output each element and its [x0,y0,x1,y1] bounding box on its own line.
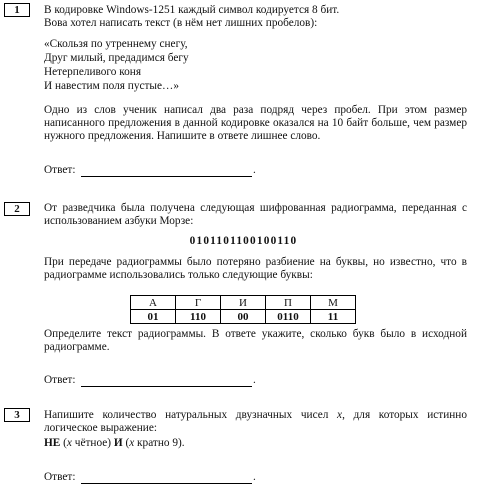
table-code-cell: 01 [131,310,176,324]
table-code-cell: 00 [221,310,266,324]
task3-text-a: Напишите количество натуральных двузначных чисел [44,409,338,421]
poem-line-1: «Скользя по утреннему снегу, [44,38,188,50]
task2-answer-dot: . [253,374,256,386]
table-code-cell: 110 [176,310,221,324]
table-code-cell: 11 [311,310,356,324]
logic-expression [44,437,185,450]
task3-answer-label: Ответ: [44,471,76,483]
task2-condition: При передаче радиограммы было потеряно разбиение на буквы, но известно, что в радиограмме использовались только следующие буквы: [44,256,467,281]
logic-not: НЕ [44,437,61,449]
task2-answer-field[interactable] [81,386,252,387]
table-letter-cell: М [311,296,356,310]
task3-question [44,409,467,435]
task2-intro: От разведчика была получена следующая шифрованная радиограмма, переданная с использованием азбуки Морзе: [44,202,467,227]
task1-answer-label: Ответ: [44,164,76,176]
morse-letters-table [130,295,356,324]
expr-paren: ( [122,437,130,449]
task3-answer-dot: . [253,471,256,483]
task-number-2: 2 [4,202,30,216]
task1-answer-field[interactable] [81,176,252,177]
task1-line2: Вова хотел написать текст (в нём нет лишних пробелов): [44,17,318,29]
poem-line-3: Нетерпеливого коня [44,66,142,78]
task3-text-b: , для которых истинно логическое выражение: [44,409,467,434]
variable-x: x [337,409,343,421]
expr-multiple: кратно 9). [134,437,185,449]
task1-line1: В кодировке Windows-1251 каждый символ кодируется 8 бит. [44,4,340,16]
task3-answer-field[interactable] [81,483,252,484]
task2-answer-label: Ответ: [44,374,76,386]
logic-and: И [113,437,123,449]
table-letter-cell: П [266,296,311,310]
expr-paren: ( [60,437,67,449]
task-number-1: 1 [4,3,30,17]
table-letter-cell: Г [176,296,221,310]
table-code-cell: 0110 [266,310,311,324]
task1-question: Одно из слов ученик написал два раза подряд через пробел. При этом размер написанного предложения в данной кодировке оказался на 10 байт больше, чем размер нужного предложения. Напишите в ответе лишнее слово. [44,104,467,142]
task2-question: Определите текст радиограммы. В ответе укажите, сколько букв было в исходной радиограмме. [44,328,467,353]
task1-answer-dot: . [253,164,256,176]
table-letter-cell: А [131,296,176,310]
morse-code-message: 0101101100100110 [189,235,298,247]
table-letter-cell: И [221,296,266,310]
expr-even: чётное) [71,437,114,449]
task-number-3: 3 [4,408,30,422]
variable-x: x [66,437,72,449]
poem-line-4: И навестим поля пустые…» [44,80,179,92]
variable-x: x [129,437,135,449]
poem-line-2: Друг милый, предадимся бегу [44,52,189,64]
